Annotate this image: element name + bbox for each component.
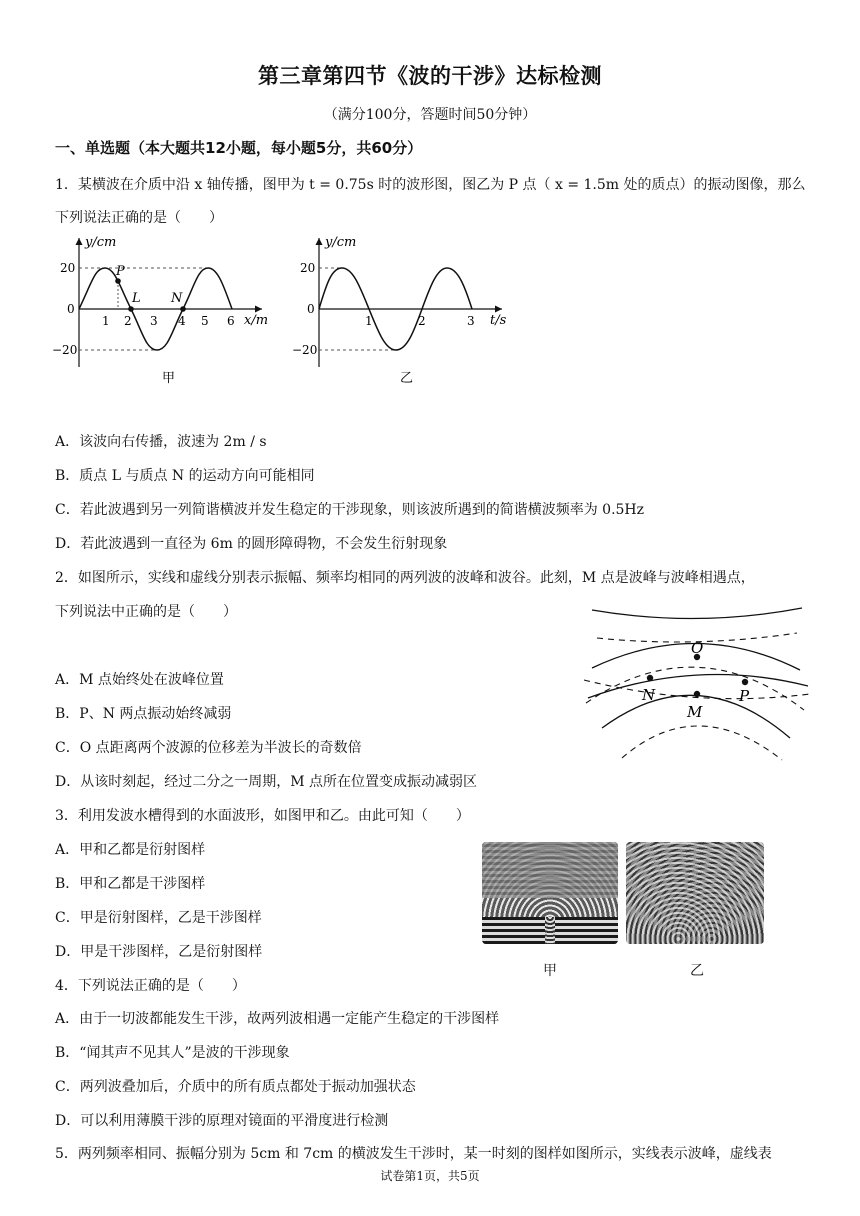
t-tick-3: 3 — [467, 314, 475, 328]
q3-option-c[interactable]: C．甲是衍射图样，乙是干涉图样 — [55, 910, 262, 926]
interference-photo — [626, 842, 764, 944]
q5-stem-line1: 5．两列频率相同、振幅分别为 5cm 和 7cm 的横波发生干涉时，某一时刻的图样如图所示，实线表示波峰，虚线表 — [55, 1146, 772, 1162]
q3-stem: 3．利用发波水槽得到的水面波形，如图甲和乙。由此可知（ ） — [55, 808, 470, 824]
q1-figure-vibration — [290, 232, 520, 392]
x-tick-1: 1 — [102, 314, 110, 328]
y-axis-label: y/cm — [325, 235, 357, 250]
point-n — [180, 306, 186, 312]
y-tick-0: 0 — [67, 302, 75, 316]
label-p: P — [739, 687, 750, 705]
point-n — [647, 675, 653, 681]
x-tick-3: 3 — [150, 314, 158, 328]
solid-crest-1 — [592, 608, 802, 619]
q4-stem: 4．下列说法正确的是（ ） — [55, 978, 246, 994]
q4-option-b[interactable]: B．“闻其声不见其人”是波的干涉现象 — [55, 1045, 290, 1061]
q1-option-d[interactable]: D．若此波遇到一直径为 6m 的圆形障碍物，不会发生衍射现象 — [55, 536, 448, 552]
q2-option-b[interactable]: B．P、N 两点振动始终减弱 — [55, 706, 232, 722]
q3-option-a[interactable]: A．甲和乙都是衍射图样 — [55, 842, 206, 858]
q1-figure-wave-shape — [50, 232, 290, 392]
y-tick-0: 0 — [307, 302, 315, 316]
q2-interference-figure — [582, 598, 812, 768]
y-tick-20: 20 — [300, 261, 316, 275]
x-tick-2: 2 — [124, 314, 132, 328]
x-axis-label: x/m — [244, 313, 269, 328]
q4-option-d[interactable]: D．可以利用薄膜干涉的原理对镜面的平滑度进行检测 — [55, 1113, 389, 1129]
q2-option-d[interactable]: D．从该时刻起，经过二分之一周期，M 点所在位置变成振动减弱区 — [55, 774, 478, 790]
q1-option-c[interactable]: C．若此波遇到另一列简谐横波并发生稳定的干涉现象，则该波所遇到的简谐横波频率为 0.5Hz — [55, 502, 645, 518]
q2-stem-line2: 下列说法中正确的是（ ） — [55, 604, 237, 620]
q2-stem-line1: 2．如图所示，实线和虚线分别表示振幅、频率均相同的两列波的波峰和波谷。此刻，M 点是波峰与波峰相遇点， — [55, 570, 755, 586]
point-m — [694, 691, 700, 697]
y-tick-20: 20 — [60, 261, 76, 275]
label-o: O — [691, 639, 704, 657]
t-tick-2: 2 — [418, 314, 426, 328]
point-p — [742, 679, 748, 685]
q2-option-a[interactable]: A．M 点始终处在波峰位置 — [55, 672, 224, 688]
caption-yi: 乙 — [400, 371, 414, 386]
q3-option-b[interactable]: B．甲和乙都是干涉图样 — [55, 876, 206, 892]
photo-caption-jia: 甲 — [543, 963, 557, 979]
t-tick-1: 1 — [365, 314, 373, 328]
diffraction-photo — [482, 842, 618, 944]
point-l — [128, 306, 134, 312]
q1-option-a[interactable]: A．该波向右传播，波速为 2m / s — [55, 434, 267, 450]
label-n: N — [171, 291, 183, 306]
label-l: L — [132, 291, 141, 306]
y-axis-label: y/cm — [85, 235, 117, 250]
x-tick-6: 6 — [227, 314, 235, 328]
x-tick-4: 4 — [178, 314, 186, 328]
dashed-trough-4 — [622, 726, 782, 760]
section-heading: 一、单选题（本大题共12小题，每小题5分，共60分） — [55, 139, 423, 157]
page-footer: 试卷第1页，共5页 — [380, 1169, 480, 1183]
t-axis-label: t/s — [490, 313, 507, 328]
page-title: 第三章第四节《波的干涉》达标检测 — [258, 64, 602, 88]
x-tick-5: 5 — [201, 314, 209, 328]
photo-caption-yi: 乙 — [690, 963, 704, 979]
score-time-note: （满分100分，答题时间50分钟） — [323, 107, 537, 123]
y-tick-neg20: −20 — [52, 343, 78, 357]
q3-option-d[interactable]: D．甲是干涉图样，乙是衍射图样 — [55, 944, 263, 960]
label-p: P — [116, 264, 125, 279]
q1-option-b[interactable]: B．质点 L 与质点 N 的运动方向可能相同 — [55, 468, 315, 484]
q1-stem-line1: 1．某横波在介质中沿 x 轴传播，图甲为 t = 0.75s 时的波形图，图乙为 P 点（ x = 1.5m 处的质点）的振动图像，那么 — [55, 177, 806, 193]
label-m: M — [687, 703, 703, 721]
q4-option-c[interactable]: C．两列波叠加后，介质中的所有质点都处于振动加强状态 — [55, 1079, 416, 1095]
q4-option-a[interactable]: A．由于一切波都能发生干涉，故两列波相遇一定能产生稳定的干涉图样 — [55, 1011, 500, 1027]
y-tick-neg20: −20 — [292, 343, 318, 357]
q1-stem-line2: 下列说法正确的是（ ） — [55, 210, 223, 226]
point-p — [115, 278, 121, 284]
label-n: N — [642, 686, 656, 704]
caption-jia: 甲 — [162, 371, 176, 386]
q2-option-c[interactable]: C．O 点距离两个波源的位移差为半波长的奇数倍 — [55, 740, 362, 756]
